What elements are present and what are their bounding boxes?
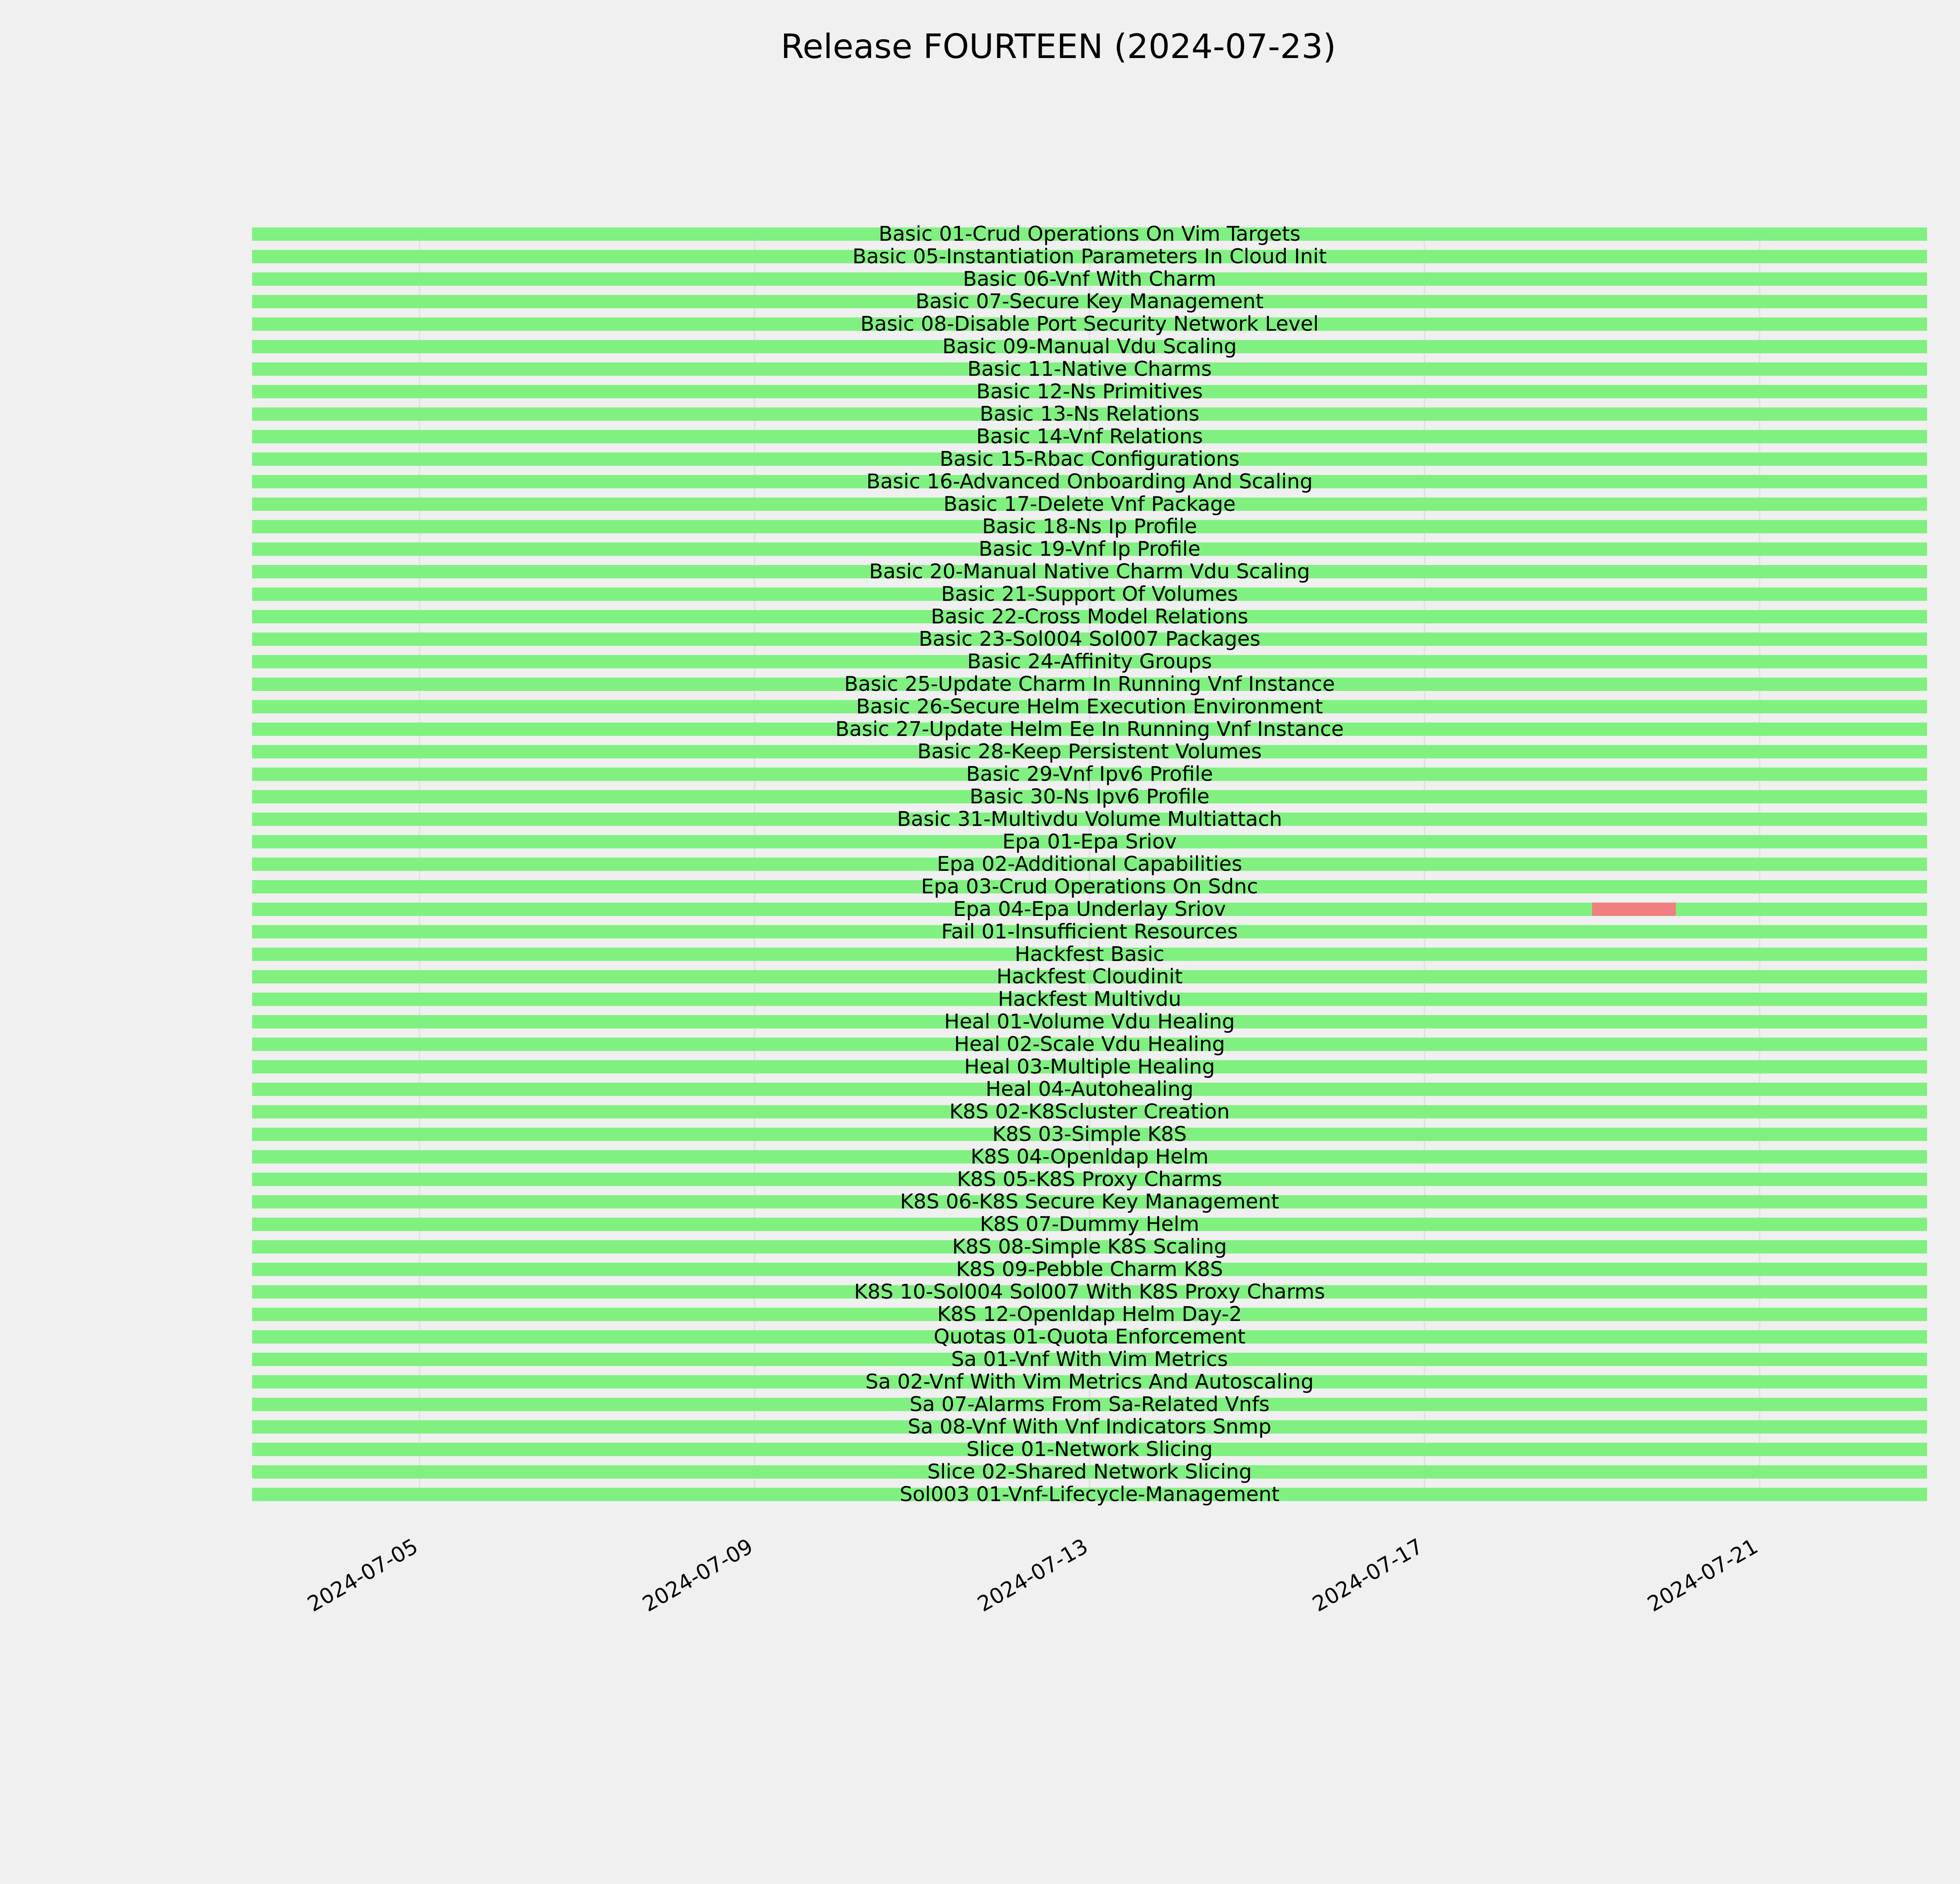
test-label: K8S 07-Dummy Helm	[980, 1212, 1200, 1236]
test-label: Basic 27-Update Helm Ee In Running Vnf Instance	[835, 717, 1344, 741]
x-tick-label: 2024-07-13	[973, 1533, 1092, 1617]
test-label: K8S 06-K8S Secure Key Management	[900, 1190, 1279, 1214]
test-label: Basic 08-Disable Port Security Network Level	[860, 312, 1319, 336]
test-label: Heal 04-Autohealing	[985, 1077, 1194, 1101]
test-label: Basic 18-Ns Ip Profile	[982, 515, 1197, 539]
test-label: Basic 06-Vnf With Charm	[963, 267, 1216, 291]
test-label: Basic 07-Secure Key Management	[915, 290, 1264, 314]
test-label: Quotas 01-Quota Enforcement	[933, 1325, 1246, 1349]
test-label: Basic 19-Vnf Ip Profile	[978, 537, 1201, 561]
test-label: Hackfest Cloudinit	[996, 965, 1183, 989]
x-axis-ticks	[303, 1534, 1762, 1617]
bars-layer	[252, 222, 1927, 1506]
test-label: Sa 07-Alarms From Sa-Related Vnfs	[909, 1392, 1270, 1416]
test-label: Sol003 01-Vnf-Lifecycle-Management	[899, 1482, 1280, 1506]
test-label: Basic 29-Vnf Ipv6 Profile	[966, 762, 1213, 786]
test-label: Basic 09-Manual Vdu Scaling	[942, 335, 1237, 358]
test-label: Basic 05-Instantiation Parameters In Cloud Init	[852, 245, 1327, 269]
test-label: K8S 05-K8S Proxy Charms	[957, 1167, 1222, 1191]
test-label: Basic 01-Crud Operations On Vim Targets	[878, 222, 1301, 246]
test-label: Sa 01-Vnf With Vim Metrics	[951, 1348, 1228, 1371]
test-label: Basic 30-Ns Ipv6 Profile	[969, 785, 1210, 808]
test-label: K8S 02-K8Scluster Creation	[949, 1100, 1230, 1124]
test-label: Epa 02-Additional Capabilities	[937, 852, 1242, 876]
test-label: Sa 08-Vnf With Vnf Indicators Snmp	[907, 1415, 1272, 1439]
test-label: Basic 21-Support Of Volumes	[941, 582, 1238, 606]
test-label: Basic 25-Update Charm In Running Vnf Instance	[844, 672, 1335, 696]
test-label: Hackfest Multivdu	[998, 987, 1181, 1011]
test-label: Basic 17-Delete Vnf Package	[943, 492, 1236, 516]
test-label: Heal 01-Volume Vdu Healing	[944, 1010, 1235, 1034]
test-label: K8S 03-Simple K8S	[992, 1123, 1187, 1146]
test-label: Basic 16-Advanced Onboarding And Scaling	[866, 470, 1313, 494]
test-label: Epa 04-Epa Underlay Sriov	[953, 897, 1226, 921]
test-label: Basic 12-Ns Primitives	[976, 380, 1203, 403]
test-label: Fail 01-Insufficient Resources	[941, 920, 1238, 944]
test-label: Basic 22-Cross Model Relations	[931, 605, 1249, 629]
x-tick-label: 2024-07-21	[1643, 1533, 1762, 1617]
test-label: Basic 13-Ns Relations	[980, 402, 1200, 426]
x-tick-label: 2024-07-05	[303, 1533, 422, 1617]
test-label: K8S 09-Pebble Charm K8S	[956, 1257, 1223, 1281]
test-label: Hackfest Basic	[1014, 942, 1165, 966]
test-label: Basic 15-Rbac Configurations	[940, 447, 1240, 471]
test-label: Basic 11-Native Charms	[967, 357, 1212, 381]
test-label: Basic 20-Manual Native Charm Vdu Scaling	[869, 560, 1310, 583]
test-label: K8S 10-Sol004 Sol007 With K8S Proxy Charms	[854, 1280, 1325, 1304]
test-label: Basic 23-Sol004 Sol007 Packages	[918, 627, 1261, 651]
test-label: Epa 01-Epa Sriov	[1002, 830, 1177, 854]
test-label: K8S 12-Openldap Helm Day-2	[937, 1303, 1242, 1326]
test-label: Slice 01-Network Slicing	[966, 1437, 1213, 1461]
fail-bar	[1592, 903, 1676, 916]
test-label: Basic 31-Multivdu Volume Multiattach	[897, 807, 1282, 831]
test-label: Heal 02-Scale Vdu Healing	[954, 1032, 1225, 1056]
test-label: Basic 24-Affinity Groups	[967, 650, 1212, 674]
chart-title: Release FOURTEEN (2024-07-23)	[780, 27, 1336, 66]
test-label: Basic 14-Vnf Relations	[976, 425, 1203, 449]
test-label: Epa 03-Crud Operations On Sdnc	[921, 875, 1258, 899]
test-label: Heal 03-Multiple Healing	[964, 1055, 1215, 1079]
test-label: K8S 04-Openldap Helm	[970, 1145, 1209, 1169]
x-tick-label: 2024-07-17	[1308, 1533, 1427, 1617]
test-label: Basic 28-Keep Persistent Volumes	[917, 740, 1262, 764]
x-tick-label: 2024-07-09	[638, 1533, 757, 1617]
test-label: K8S 08-Simple K8S Scaling	[952, 1235, 1227, 1259]
test-label: Sa 02-Vnf With Vim Metrics And Autoscaling	[865, 1370, 1314, 1394]
test-label: Slice 02-Shared Network Slicing	[927, 1460, 1252, 1484]
test-label: Basic 26-Secure Helm Execution Environment	[856, 695, 1323, 719]
